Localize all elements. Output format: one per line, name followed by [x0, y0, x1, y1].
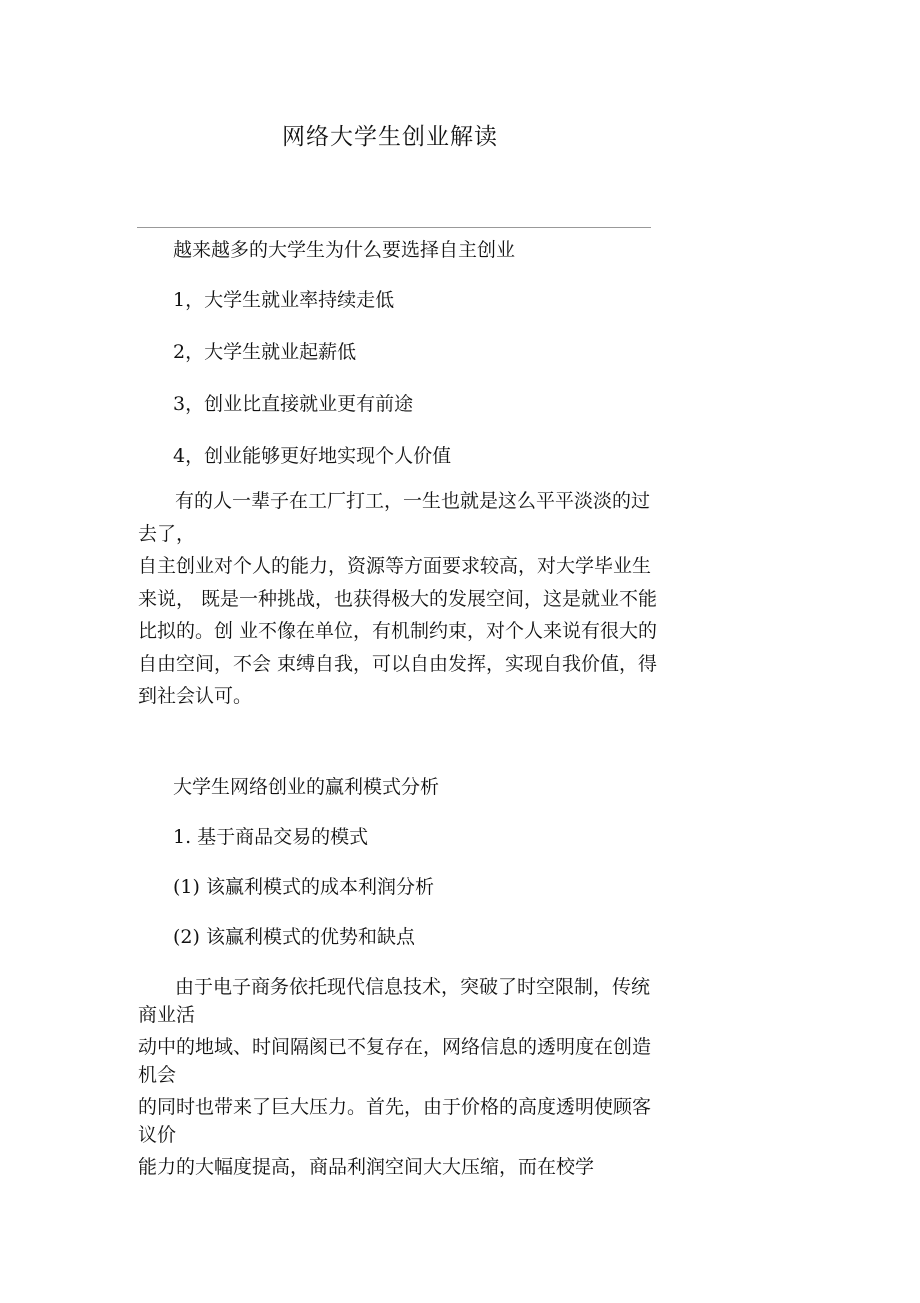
- horizontal-rule: [137, 227, 651, 228]
- list-item: 1，大学生就业率持续走低: [173, 289, 395, 311]
- list-item: 2，大学生就业起薪低: [173, 341, 357, 363]
- paragraph: 有的人一辈子在工厂打工，一生也就是这么平平淡淡的过去了，: [138, 490, 651, 545]
- paragraph-line: 动中的地域、时间隔阂已不复存在，网络信息的透明度在创造机会: [138, 1036, 652, 1086]
- sub-item: (1) 该赢利模式的成本利润分析: [173, 876, 434, 898]
- sub-item: (2) 该赢利模式的优势和缺点: [173, 926, 415, 948]
- list-item: 1. 基于商品交易的模式: [173, 826, 369, 848]
- section1-heading: 越来越多的大学生为什么要选择自主创业: [173, 239, 516, 261]
- document-title: 网络大学生创业解读: [282, 124, 498, 150]
- paragraph-line: 的同时也带来了巨大压力。首先，由于价格的高度透明使顾客议价: [138, 1096, 652, 1146]
- paragraph: [138, 973, 668, 1181]
- section2-heading: 大学生网络创业的赢利模式分析: [173, 776, 440, 798]
- paragraph-line: 由于电子商务依托现代信息技术，突破了时空限制，传统商业活: [138, 976, 651, 1026]
- list-item: 4，创业能够更好地实现个人价值: [173, 445, 452, 467]
- list-item: 3，创业比直接就业更有前途: [173, 393, 414, 415]
- paragraph: 自主创业对个人的能力，资源等方面要求较高，对大学毕业生来说， 既是一种挑战，也获得极大的发展空间，这是就业不能比拟的。创 业不像在单位，有机制约束，对个人来说有很大的自由空间，不会 束缚自我，可以自由发挥，实现自我价值，得到社会认可。: [138, 555, 658, 707]
- paragraph-line: 能力的大幅度提高，商品利润空间大大压缩，而在校学: [138, 1156, 595, 1178]
